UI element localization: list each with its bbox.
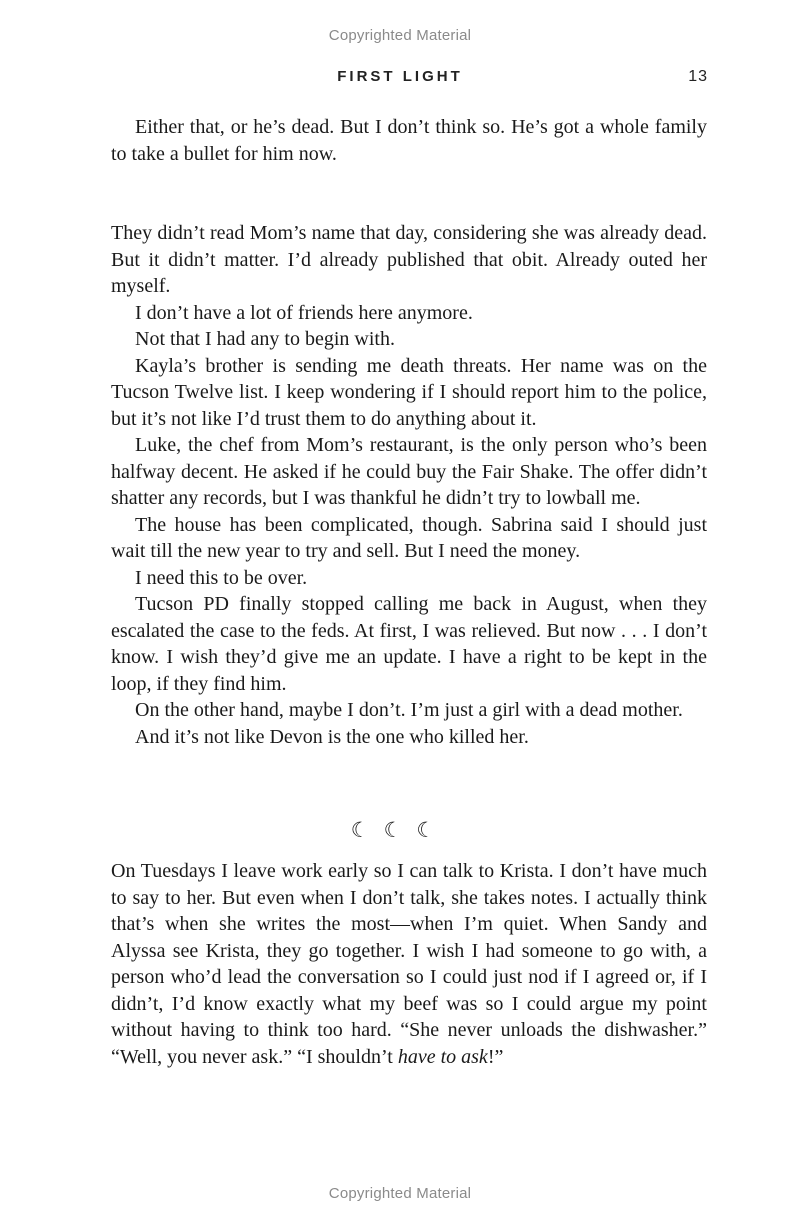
paragraph: Kayla’s brother is sending me death threats. Her name was on the Tucson Twelve list. I keep wondering if I should report him to the police, but it’s not like I’d trust them to do anything about it.: [111, 354, 707, 430]
scene-break: [0, 818, 800, 842]
running-title: FIRST LIGHT: [337, 68, 463, 85]
paragraph: I need this to be over.: [135, 566, 308, 589]
text-section-2: [111, 220, 707, 750]
crescent-moon-icon: ☾: [350, 818, 384, 842]
paragraph: Not that I had any to begin with.: [135, 328, 395, 350]
paragraph: I don’t have a lot of friends here anymore.: [135, 301, 473, 324]
paragraph: [111, 858, 707, 1070]
text-section-1: [111, 114, 707, 167]
paragraph-text: On Tuesdays I leave work early so I can talk to Krista. I don’t have much to say to her. But even when I don’t talk, she takes notes. I actually think that’s when she writes the most—when I’m quiet. When Sandy and Alyssa see Krista, they go together. I wish I had someone to go with, a person who’d lead the conversation so I could just nod if I agreed or, if I didn’t, I’d know exactly what my beef was so I could argue my point without having to think too hard. “She never unloads the dishwasher.” “Well, you never ask.” “I shouldn’t: [111, 860, 707, 1068]
paragraph: The house has been complicated, though. Sabrina said I should just wait till the new year to try and sell. But I need the money.: [111, 513, 707, 562]
text-section-3: [111, 858, 707, 1070]
emphasis-text: have to ask: [397, 1045, 488, 1068]
page-number: 13: [688, 68, 708, 85]
paragraph: Tucson PD finally stopped calling me back in August, when they escalated the case to the feds. At first, I was relieved. But now . . . I don’t know. I wish they’d give me an update. I have a right to be kept in the loop, if they find him.: [111, 593, 707, 695]
crescent-moon-icon: ☾: [383, 818, 417, 842]
crescent-moon-icon: ☾: [416, 818, 450, 842]
paragraph-end: !”: [487, 1045, 504, 1068]
paragraph: Luke, the chef from Mom’s restaurant, is the only person who’s been halfway decent. He asked if he could buy the Fair Shake. The offer didn’t shatter any records, but I was thankful he didn’t try to lowball me.: [111, 434, 707, 509]
running-head: [0, 68, 800, 88]
watermark-top: Copyrighted Material: [328, 27, 472, 44]
paragraph: On the other hand, maybe I don’t. I’m just a girl with a dead mother.: [135, 699, 683, 721]
watermark-bottom: Copyrighted Material: [328, 1185, 472, 1202]
paragraph: Either that, or he’s dead. But I don’t think so. He’s got a whole family to take a bullet for him now.: [111, 116, 707, 165]
paragraph: And it’s not like Devon is the one who killed her.: [135, 725, 529, 748]
paragraph: They didn’t read Mom’s name that day, considering she was already dead. But it didn’t matter. I’d already published that obit. Already outed her myself.: [111, 222, 707, 297]
